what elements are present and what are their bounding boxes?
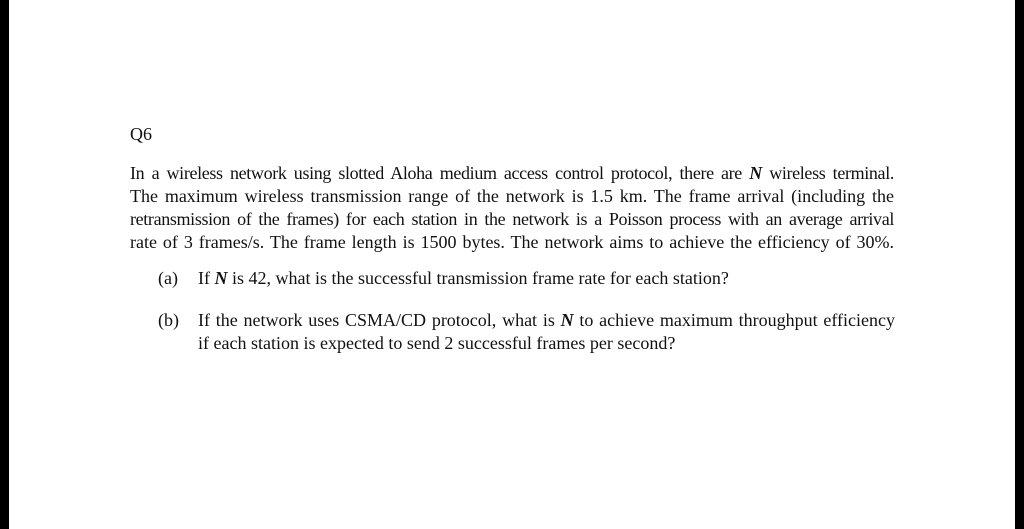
question-paragraph [130, 162, 894, 254]
part-b-text [198, 309, 895, 355]
text-segment: to achieve maximum throughput efficiency [573, 310, 895, 330]
paragraph-line-3: retransmission of the frames) for each station in the network is a Poisson process with an average arrival [130, 209, 894, 229]
text-segment: wireless terminal. [761, 163, 894, 183]
part-b-label: (b) [158, 310, 179, 330]
paragraph-line-4: rate of 3 frames/s. The frame length is 1500 bytes. The network aims to achieve the efficiency of 30%. [130, 232, 894, 252]
document-page [9, 0, 1015, 529]
paragraph-line-1 [130, 162, 894, 185]
variable-n: N [560, 310, 574, 330]
part-b-line-2: if each station is expected to send 2 successful frames per second? [198, 333, 676, 353]
text-segment: is 42, what is the successful transmission frame rate for each station? [227, 268, 729, 288]
paragraph-line-2: The maximum wireless transmission range of the network is 1.5 km. The frame arrival (including the [130, 186, 894, 206]
variable-n: N [214, 268, 228, 288]
text-segment: If the network uses CSMA/CD protocol, what is [198, 310, 561, 330]
variable-n: N [749, 163, 762, 183]
text-segment: If [198, 268, 215, 288]
question-number: Q6 [130, 124, 152, 144]
part-a-label: (a) [158, 268, 178, 288]
part-a-text [198, 267, 729, 290]
text-segment: In a wireless network using slotted Aloha medium access control protocol, there are [130, 163, 750, 183]
part-b-line-1 [198, 309, 895, 332]
